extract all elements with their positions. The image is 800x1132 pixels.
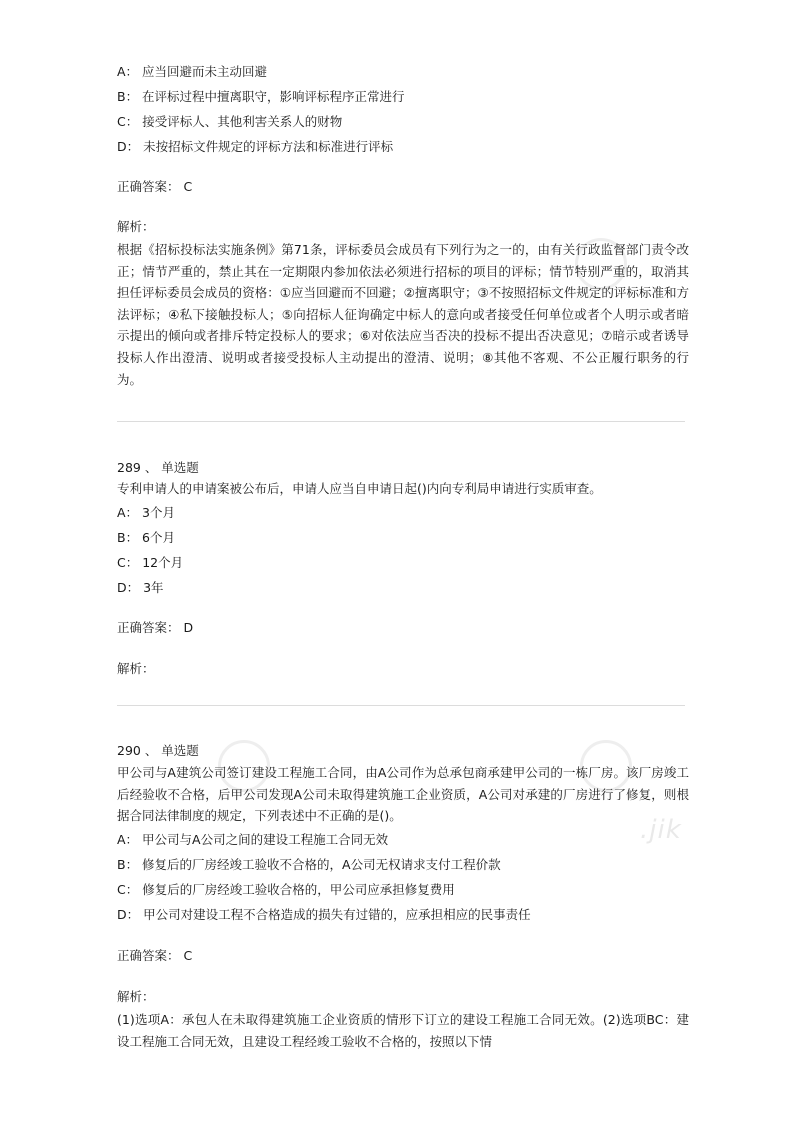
- q289-option-d: D： 3年: [117, 580, 164, 595]
- q289-option-c: C： 12个月: [117, 555, 184, 570]
- q289-option-b: B： 6个月: [117, 530, 176, 545]
- q288-analysis-label: 解析：: [117, 219, 155, 234]
- section-divider: [117, 421, 685, 422]
- q288-analysis-text: 根据《招标投标法实施条例》第71条，评标委员会成员有下列行为之一的，由有关行政监督部门责令改正；情节严重的，禁止其在一定期限内参加依法必须进行招标的项目的评标；情节特别严重的，取消其担任评标委员会成员的资格：①应当回避而不回避；②擅离职守；③不按照招标文件规定的评标标准和方法评标；④私下接触投标人；⑤向招标人征询确定中标人的意向或者接受任何单位或者个人明示或者暗示提出的倾向或者排斥特定投标人的要求；⑥对依法应当否决的投标不提出否决意见；⑦暗示或者诱导投标人作出澄清、说明或者接受投标人主动提出的澄清、说明；⑧其他不客观、不公正履行职务的行为。: [117, 242, 689, 387]
- q290-option-c: C： 修复后的厂房经竣工验收合格的，甲公司应承担修复费用: [117, 882, 455, 897]
- q290-option-a: A： 甲公司与A公司之间的建设工程施工合同无效: [117, 832, 389, 847]
- q288-option-b: B： 在评标过程中擅离职守，影响评标程序正常进行: [117, 89, 405, 104]
- q288-option-a: A： 应当回避而未主动回避: [117, 64, 268, 79]
- watermark-text: .jik: [640, 815, 682, 845]
- q289-question: 专利申请人的申请案被公布后，申请人应当自申请日起()内向专利局申请进行实质审查。: [117, 481, 602, 496]
- q288-option-d: D： 未按招标文件规定的评标方法和标准进行评标: [117, 139, 394, 154]
- q289-answer: 正确答案： D: [117, 620, 194, 635]
- q290-option-d: D： 甲公司对建设工程不合格造成的损失有过错的，应承担相应的民事责任: [117, 907, 531, 922]
- section-divider: [117, 705, 685, 706]
- q290-question: 甲公司与A建筑公司签订建设工程施工合同，由A公司作为总承包商承建甲公司的一栋厂房。该厂房竣工后经验收不合格，后甲公司发现A公司未取得建筑施工企业资质，A公司对承建的厂房进行了修复，则根据合同法律制度的规定，下列表述中不正确的是()。: [117, 765, 689, 824]
- q288-option-c: C： 接受评标人、其他利害关系人的财物: [117, 114, 343, 129]
- q289-option-a: A： 3个月: [117, 505, 175, 520]
- q290-option-b: B： 修复后的厂房经竣工验收不合格的，A公司无权请求支付工程价款: [117, 857, 501, 872]
- q290-analysis-label: 解析：: [117, 989, 155, 1004]
- q288-answer: 正确答案： C: [117, 179, 193, 194]
- q289-header: 289 、 单选题: [117, 460, 199, 475]
- q290-header: 290 、 单选题: [117, 743, 199, 758]
- q290-answer: 正确答案： C: [117, 948, 193, 963]
- q289-analysis-label: 解析：: [117, 661, 155, 676]
- q290-analysis-text: (1)选项A：承包人在未取得建筑施工企业资质的情形下订立的建设工程施工合同无效。(2)选项BC：建设工程施工合同无效，且建设工程经竣工验收不合格的，按照以下情: [117, 1012, 689, 1049]
